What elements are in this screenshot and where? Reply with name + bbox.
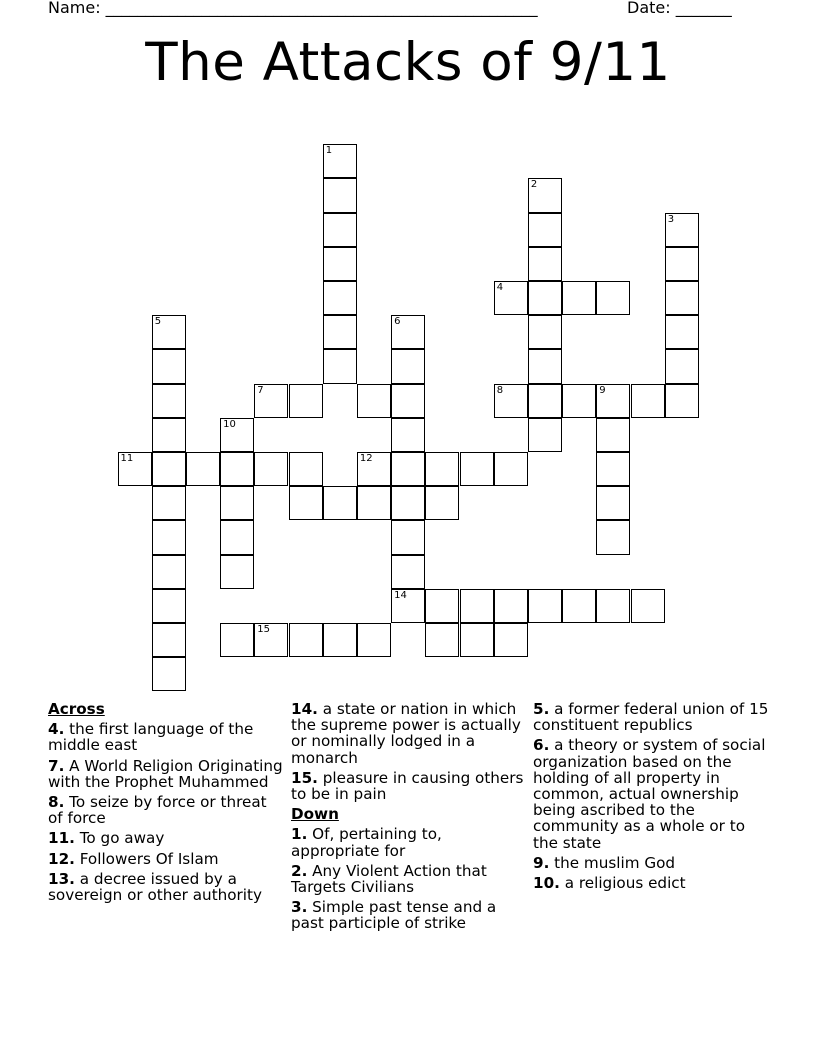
crossword-cell[interactable]	[631, 589, 665, 623]
crossword-cell[interactable]	[391, 520, 425, 554]
date-field-label: Date: _______	[627, 0, 732, 17]
crossword-cell[interactable]	[494, 281, 528, 315]
clue-text: the first language of the middle east	[48, 720, 254, 755]
crossword-cell[interactable]	[152, 555, 186, 589]
clue-across-4	[48, 721, 283, 753]
crossword-cell[interactable]	[494, 452, 528, 486]
clue-text: To go away	[79, 829, 165, 848]
crossword-cell[interactable]	[528, 247, 562, 281]
crossword-cell[interactable]	[220, 520, 254, 554]
crossword-cell[interactable]	[528, 589, 562, 623]
clue-across-15	[291, 770, 526, 802]
crossword-cell[interactable]	[220, 623, 254, 657]
crossword-cell[interactable]	[391, 452, 425, 486]
crossword-cell[interactable]	[460, 623, 494, 657]
crossword-cell[interactable]	[494, 623, 528, 657]
crossword-cell[interactable]	[220, 418, 254, 452]
crossword-cell[interactable]	[460, 452, 494, 486]
crossword-cell[interactable]	[425, 623, 459, 657]
crossword-cell[interactable]	[391, 349, 425, 383]
crossword-cell[interactable]	[152, 657, 186, 691]
clue-across-7	[48, 758, 283, 790]
cell-number: 1	[325, 145, 333, 157]
crossword-cell[interactable]	[357, 384, 391, 418]
crossword-cell[interactable]	[425, 486, 459, 520]
crossword-cell[interactable]	[323, 281, 357, 315]
crossword-cell[interactable]	[186, 452, 220, 486]
crossword-cell[interactable]	[665, 213, 699, 247]
clue-number: 12.	[48, 849, 75, 868]
crossword-cell[interactable]	[391, 555, 425, 589]
clue-number: 10.	[533, 874, 560, 893]
clue-text: pleasure in causing others to be in pain	[291, 768, 524, 804]
crossword-cell[interactable]	[289, 384, 323, 418]
crossword-cell[interactable]	[528, 418, 562, 452]
clue-across-13	[48, 871, 283, 903]
crossword-cell[interactable]	[596, 520, 630, 554]
cell-number: 7	[257, 384, 264, 396]
crossword-cell[interactable]	[391, 589, 425, 623]
crossword-cell[interactable]	[357, 623, 391, 657]
clue-across-8	[48, 794, 283, 826]
crossword-cell[interactable]	[596, 589, 630, 623]
crossword-cell[interactable]	[220, 452, 254, 486]
crossword-cell[interactable]	[528, 178, 562, 212]
crossword-cell[interactable]	[596, 281, 630, 315]
crossword-cell[interactable]	[528, 384, 562, 418]
crossword-cell[interactable]	[357, 486, 391, 520]
crossword-cell[interactable]	[152, 486, 186, 520]
crossword-cell[interactable]	[391, 486, 425, 520]
crossword-cell[interactable]	[323, 213, 357, 247]
clue-down-5	[533, 701, 773, 733]
crossword-cell[interactable]	[528, 213, 562, 247]
crossword-cell[interactable]	[289, 486, 323, 520]
clue-number: 11.	[48, 829, 75, 848]
crossword-cell[interactable]	[391, 384, 425, 418]
crossword-cell[interactable]	[152, 452, 186, 486]
down-heading: Down	[291, 805, 339, 824]
clue-down-10	[533, 875, 773, 891]
cell-number: 3	[667, 213, 675, 225]
crossword-cell[interactable]	[289, 452, 323, 486]
clues-column-3	[533, 701, 773, 895]
clue-down-9	[533, 855, 773, 871]
crossword-cell[interactable]	[220, 555, 254, 589]
cell-number: 10	[223, 418, 236, 430]
clue-number: 3.	[291, 898, 308, 917]
crossword-cell[interactable]	[152, 589, 186, 623]
clue-number: 7.	[48, 756, 65, 775]
crossword-cell[interactable]	[323, 623, 357, 657]
clue-number: 2.	[291, 861, 308, 880]
crossword-cell[interactable]	[254, 452, 288, 486]
clue-number: 8.	[48, 793, 65, 812]
cell-number: 11	[120, 453, 134, 464]
crossword-cell[interactable]	[665, 315, 699, 349]
clue-number: 4.	[48, 720, 65, 739]
crossword-cell[interactable]	[562, 384, 596, 418]
crossword-cell[interactable]	[152, 349, 186, 383]
page-title: The Attacks of 9/11	[145, 32, 671, 93]
crossword-cell[interactable]	[323, 349, 357, 383]
clue-number: 1.	[291, 825, 308, 844]
crossword-cell[interactable]	[425, 452, 459, 486]
crossword-cell[interactable]	[528, 315, 562, 349]
cell-number: 8	[496, 384, 504, 396]
clue-text: a theory or system of social organization based on the holding of all property in common, actual ownership being ascribed to the community as a whole or to the state	[533, 736, 766, 852]
clues-column-1	[48, 701, 283, 907]
crossword-cell[interactable]	[562, 281, 596, 315]
crossword-cell[interactable]	[562, 589, 596, 623]
crossword-cell[interactable]	[357, 452, 391, 486]
crossword-cell[interactable]	[323, 144, 357, 178]
clue-text: Any Violent Action that Targets Civilians	[291, 861, 487, 897]
cell-number: 9	[599, 384, 606, 396]
cell-number: 5	[154, 316, 162, 328]
crossword-cell[interactable]	[665, 281, 699, 315]
crossword-cell[interactable]	[494, 589, 528, 623]
crossword-cell[interactable]	[323, 178, 357, 212]
crossword-cell[interactable]	[460, 589, 494, 623]
across-heading: Across	[48, 700, 105, 718]
crossword-cell[interactable]	[152, 520, 186, 554]
clue-text: Followers Of Islam	[79, 849, 219, 868]
clue-across-12	[48, 851, 283, 867]
crossword-cell[interactable]	[323, 315, 357, 349]
cell-number: 12	[359, 453, 373, 464]
crossword-cell[interactable]	[220, 486, 254, 520]
crossword-cell[interactable]	[596, 486, 630, 520]
clue-down-1	[291, 826, 526, 858]
crossword-cell[interactable]	[528, 349, 562, 383]
crossword-cell[interactable]	[391, 418, 425, 452]
clue-number: 9.	[533, 853, 550, 872]
crossword-cell[interactable]	[665, 384, 699, 418]
clue-down-6	[533, 737, 773, 850]
crossword-cell[interactable]	[596, 384, 630, 418]
crossword-cell[interactable]	[152, 315, 186, 349]
clue-text: Of, pertaining to, appropriate for	[291, 825, 442, 860]
clue-across-11	[48, 830, 283, 846]
crossword-cell[interactable]	[152, 384, 186, 418]
crossword-cell[interactable]	[494, 384, 528, 418]
crossword-cell[interactable]	[596, 418, 630, 452]
cell-number: 2	[530, 179, 538, 191]
clue-number: 14.	[291, 700, 318, 718]
clue-text: a state or nation in which the supreme power is actually or nominally lodged in a monarch	[291, 700, 521, 767]
crossword-cell[interactable]	[425, 589, 459, 623]
crossword-cell[interactable]	[323, 486, 357, 520]
clue-down-3	[291, 899, 526, 931]
crossword-cell[interactable]	[254, 384, 288, 418]
crossword-cell[interactable]	[289, 623, 323, 657]
crossword-cell[interactable]	[118, 452, 152, 486]
crossword-cell[interactable]	[665, 349, 699, 383]
crossword-cell[interactable]	[528, 281, 562, 315]
clue-text: Simple past tense and a past participle of strike	[291, 898, 497, 933]
crossword-cell[interactable]	[631, 384, 665, 418]
crossword-cell[interactable]	[391, 315, 425, 349]
clue-number: 13.	[48, 869, 75, 888]
clue-across-14	[291, 701, 526, 766]
crossword-cell[interactable]	[152, 418, 186, 452]
cell-number: 4	[496, 282, 504, 293]
crossword-cell[interactable]	[665, 247, 699, 281]
name-field-label: Name: ______________________________________________________	[48, 0, 538, 17]
clue-number: 5.	[533, 700, 550, 718]
clue-number: 6.	[533, 736, 550, 755]
cell-number: 15	[257, 624, 271, 635]
crossword-cell[interactable]	[152, 623, 186, 657]
clue-down-2	[291, 863, 526, 895]
crossword-cell[interactable]	[254, 623, 288, 657]
clues-column-2	[291, 701, 526, 936]
cell-number: 14	[394, 589, 407, 601]
clue-text: a former federal union of 15 constituent republics	[533, 700, 769, 735]
clue-text: a religious edict	[564, 874, 686, 893]
clue-text: A World Religion Originating with the Prophet Muhammed	[48, 756, 283, 791]
clue-text: the muslim God	[554, 853, 676, 872]
clue-text: a decree issued by a sovereign or other authority	[48, 869, 262, 905]
cell-number: 6	[394, 316, 401, 328]
crossword-cell[interactable]	[596, 452, 630, 486]
clue-number: 15.	[291, 768, 318, 787]
crossword-cell[interactable]	[323, 247, 357, 281]
clue-text: To seize by force or threat of force	[48, 793, 267, 828]
